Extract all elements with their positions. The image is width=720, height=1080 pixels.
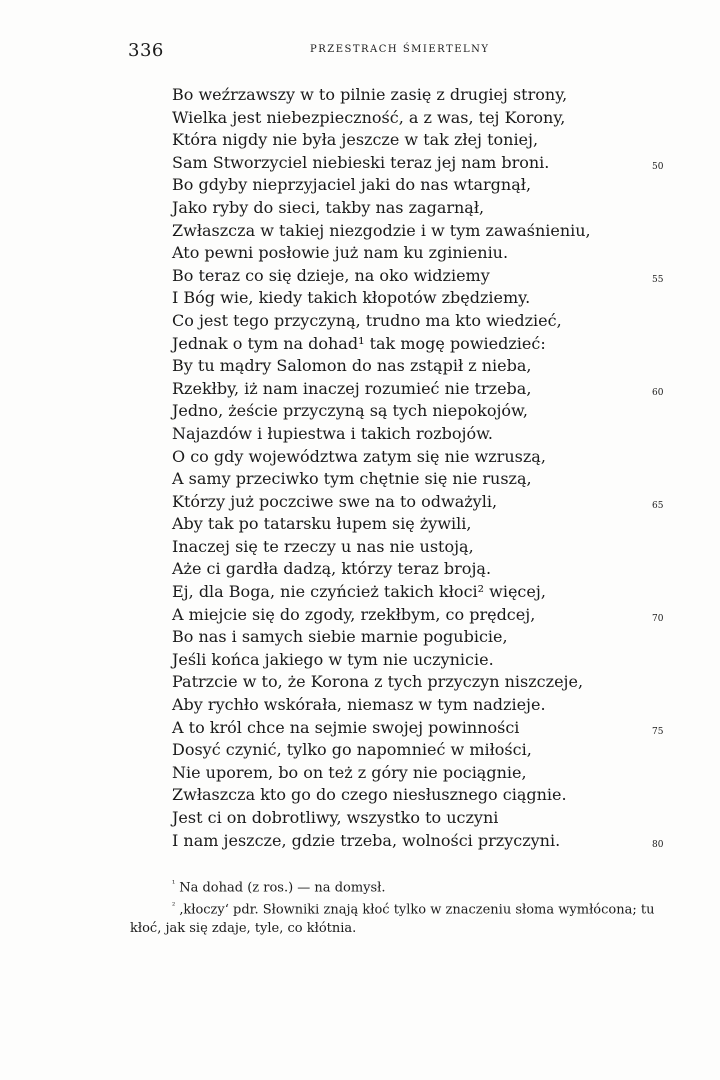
verse-line [172, 626, 652, 649]
verse-text: Bo teraz co się dzieje, na oko widziemy [172, 265, 490, 285]
verse-line [172, 649, 652, 672]
verse-line [172, 468, 652, 491]
verse-line [172, 242, 652, 265]
verse-text: Ato pewni posłowie już nam ku zginieniu. [172, 243, 509, 263]
line-number: 55 [652, 274, 664, 285]
verse-text: By tu mądry Salomon do nas zstąpił z nieba, [172, 356, 532, 376]
footnote-mark: ² [172, 901, 176, 911]
verse-text: Zwłaszcza w takiej niezgodzie i w tym zawaśnieniu, [172, 220, 591, 240]
verse-text: Jednak o tym na dohad¹ tak mogę powiedzieć: [172, 333, 546, 353]
line-number: 75 [652, 726, 664, 737]
verse-text: Bo nas i samych siebie marnie pogubicie, [172, 627, 508, 647]
verse-text: Jedno, żeście przyczyną są tych niepokojów, [172, 401, 528, 421]
verse-line [172, 513, 652, 536]
verse-line [172, 581, 652, 604]
verse-line [172, 830, 664, 853]
verse-line [172, 197, 652, 220]
verse-line [172, 287, 652, 310]
verse-line [172, 220, 652, 243]
verse-text: I nam jeszcze, gdzie trzeba, wolności przyczyni. [172, 830, 561, 850]
verse-line [172, 536, 652, 559]
verse-line [172, 446, 652, 469]
footnote [130, 875, 670, 897]
line-number: 80 [652, 839, 664, 850]
verse-text: Aby tak po tatarsku łupem się żywili, [172, 514, 472, 534]
verse-text: Dosyć czynić, tylko go napomnieć w miłości, [172, 740, 532, 760]
verse-line [172, 400, 652, 423]
verse-text: Wielka jest niebezpieczność, a z was, tej Korony, [172, 107, 566, 127]
verse-line [172, 604, 664, 627]
verse-line [172, 152, 664, 175]
verse-text: O co gdy województwa zatym się nie wzruszą, [172, 446, 546, 466]
verse-text: Jeśli końca jakiego w tym nie uczynicie. [172, 649, 494, 669]
page-number: 336 [128, 40, 164, 61]
verse-line [172, 762, 652, 785]
verse-text: Sam Stworzyciel niebieski teraz jej nam broni. [172, 152, 550, 172]
verse-line [172, 491, 664, 514]
verse-text: Patrzcie w to, że Korona z tych przyczyn niszczeje, [172, 672, 584, 692]
verse-text: Jako ryby do sieci, takby nas zagarnął, [172, 197, 485, 217]
verse-text: Ej, dla Boga, nie czyńcież takich kłoci² więcej, [172, 582, 546, 602]
verse-line [172, 310, 652, 333]
verse-line [172, 174, 652, 197]
line-number: 70 [652, 613, 664, 624]
verse-line [172, 107, 652, 130]
verse-text: A to król chce na sejmie swojej powinności [172, 717, 520, 737]
verse-line [172, 807, 652, 830]
verse-text: A miejcie się do zgody, rzekłbym, co prędcej, [172, 604, 536, 624]
footnotes [130, 875, 670, 938]
verse-text: A samy przeciwko tym chętnie się nie ruszą, [172, 469, 532, 489]
verse-line [172, 784, 652, 807]
line-number: 65 [652, 500, 664, 511]
verse-text: Zwłaszcza kto go do czego niesłusznego ciągnie. [172, 785, 567, 805]
verse-line [172, 739, 652, 762]
line-number: 60 [652, 387, 664, 398]
verse-line [172, 265, 664, 288]
footnote-text: Na dohad (z ros.) — na domysł. [179, 880, 386, 896]
verse-line [172, 717, 664, 740]
verse-text: Którzy już poczciwe swe na to odważyli, [172, 491, 498, 511]
verse-line [172, 129, 652, 152]
verse-text: Aże ci gardła dadzą, którzy teraz broją. [172, 559, 492, 579]
verse-line [172, 355, 652, 378]
footnote-mark: ¹ [172, 879, 176, 888]
verse-line [172, 333, 652, 356]
verse-line [172, 378, 664, 401]
verse-line [172, 423, 652, 446]
verse-text: Jest ci on dobrotliwy, wszystko to uczyni [172, 808, 499, 827]
verse-text: Rzekłby, iż nam inaczej rozumieć nie trzeba, [172, 378, 532, 398]
running-head: PRZESTRACH ŚMIERTELNY [310, 44, 490, 55]
verse-line [172, 558, 652, 581]
verse-text: Co jest tego przyczyną, trudno ma kto wiedzieć, [172, 310, 562, 330]
verse-text: I Bóg wie, kiedy takich kłopotów zbędziemy. [172, 288, 531, 308]
footnote-text: ‚kłoczy‘ pdr. Słowniki znają kłoć tylko w znaczeniu słoma wymłócona; tu kłoć, jak się zdaje, tyle, co kłótnia. [130, 902, 655, 936]
verse-text: Nie uporem, bo on też z góry nie pociągnie, [172, 762, 527, 782]
verse-line [172, 671, 652, 694]
verse-text: Najazdów i łupiestwa i takich rozbojów. [172, 423, 494, 443]
line-number: 50 [652, 161, 664, 172]
footnote [130, 897, 670, 937]
verse-line [172, 694, 652, 717]
verse-text: Aby rychło wskórała, niemasz w tym nadzieje. [172, 695, 546, 715]
verse-text: Inaczej się te rzeczy u nas nie ustoją, [172, 536, 474, 556]
verse-text: Bo weźrzawszy w to pilnie zasię z drugiej strony, [172, 85, 568, 104]
verse-line [172, 84, 652, 107]
verse-text: Bo gdyby nieprzyjaciel jaki do nas wtargnął, [172, 175, 532, 195]
poem-text [172, 84, 664, 852]
verse-text: Która nigdy nie była jeszcze w tak złej toniej, [172, 130, 539, 150]
